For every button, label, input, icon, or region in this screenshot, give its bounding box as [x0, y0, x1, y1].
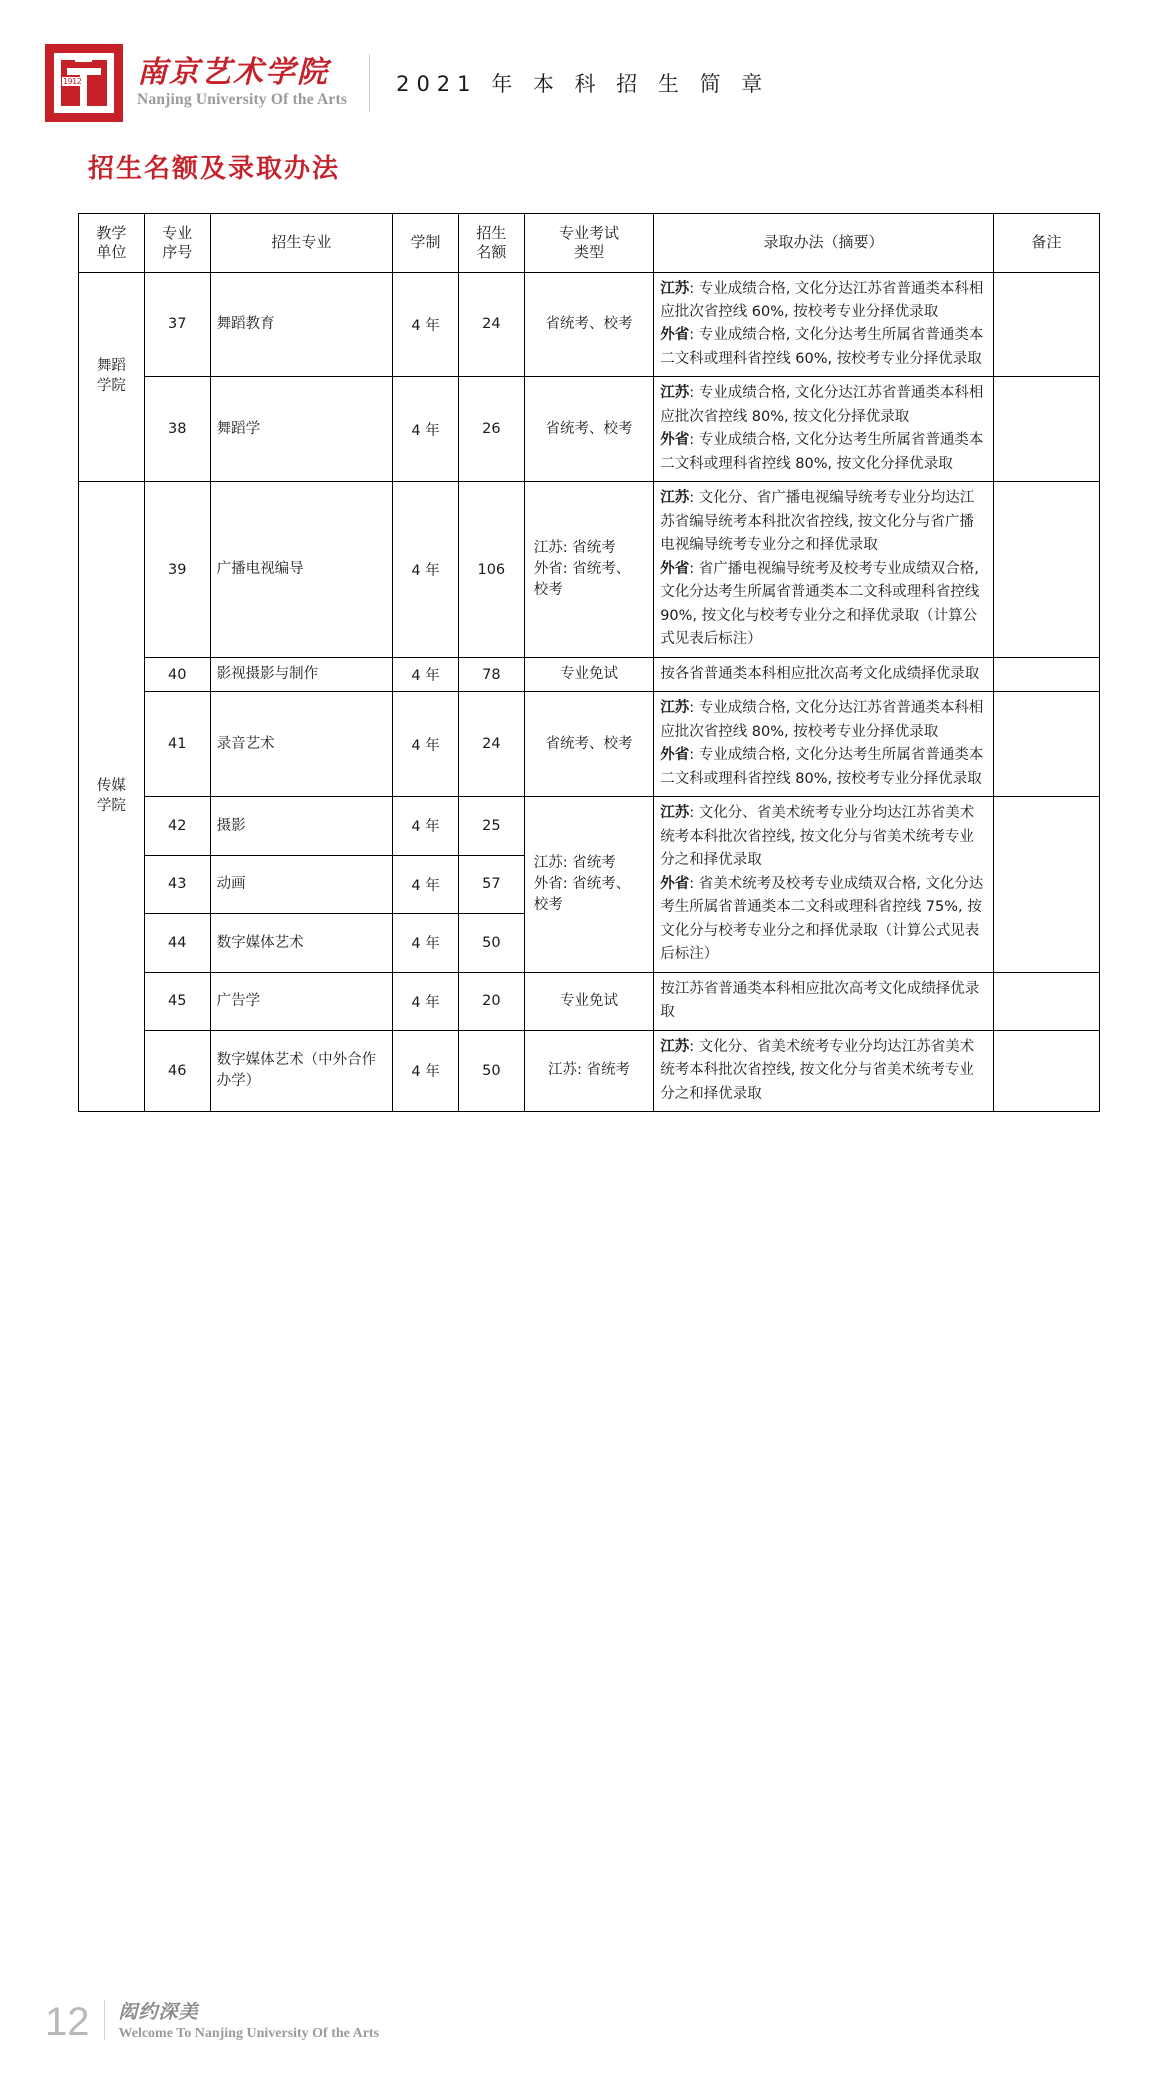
header-unit	[79, 214, 145, 273]
row-method	[654, 972, 994, 1030]
row-no: 43	[144, 855, 210, 913]
row-no: 44	[144, 914, 210, 972]
unit-dance-line1: 舞蹈	[96, 358, 126, 375]
table-row	[79, 377, 1100, 482]
page-number: 12	[45, 2000, 90, 2044]
header-quota	[458, 214, 524, 273]
row-quota: 106	[458, 482, 524, 657]
row-major: 影视摄影与制作	[210, 657, 393, 691]
unit-media-line1: 传媒	[96, 778, 126, 795]
logo-text-block	[137, 56, 347, 109]
logo-year-label: 1912	[63, 76, 82, 86]
table-row	[79, 692, 1100, 797]
row-exam-type-grouped	[524, 797, 653, 972]
row-quota: 78	[458, 657, 524, 691]
method-text-jiangsu: : 文化分、省美术统考专业分均达江苏省美术统考本科批次省控线, 按文化分与省美术统考专业分之和择优录取	[660, 1038, 975, 1102]
university-logo-icon	[45, 44, 123, 122]
table-row	[79, 482, 1100, 657]
row-years: 4 年	[393, 482, 459, 657]
row-major: 摄影	[210, 797, 393, 855]
method-text: 按江苏省普通类本科相应批次高考文化成绩择优录取	[660, 980, 980, 1021]
row-years: 4 年	[393, 972, 459, 1030]
table-header-row	[79, 214, 1100, 273]
header-major-no	[144, 214, 210, 273]
method-label-other: 外省	[660, 327, 690, 344]
row-remark	[993, 482, 1099, 657]
method-label-jiangsu: 江苏	[660, 385, 690, 402]
row-method-grouped	[654, 797, 994, 972]
section-title: 招生名额及录取办法	[88, 154, 341, 184]
row-major: 广播电视编导	[210, 482, 393, 657]
unit-cell-media	[79, 482, 145, 1112]
method-text-other: : 省广播电视编导统考及校考专业成绩双合格, 文化分达考生所属省普通类本二文科或理科省控线 90%, 按文化与校考专业分之和择优录取（计算公式见表后标注）	[660, 560, 980, 648]
method-text-jiangsu: : 专业成绩合格, 文化分达江苏省普通类本科相应批次省控线 80%, 按校考专业分择优录取	[660, 700, 984, 740]
table-body	[79, 272, 1100, 1112]
row-exam-type	[524, 482, 653, 657]
row-no: 41	[144, 692, 210, 797]
row-quota: 24	[458, 272, 524, 377]
unit-dance-line2: 学院	[96, 377, 126, 394]
exam-type-line2: 外省: 省统考、	[533, 561, 631, 578]
row-no: 46	[144, 1030, 210, 1111]
header-quota-line1: 招生	[476, 224, 507, 242]
row-years: 4 年	[393, 1030, 459, 1111]
row-years: 4 年	[393, 855, 459, 913]
admission-table-container	[78, 213, 1100, 1112]
row-remark	[993, 797, 1099, 972]
row-method	[654, 272, 994, 377]
header-quota-line2: 名额	[476, 242, 507, 261]
table-header	[79, 214, 1100, 273]
header-unit-line1: 教学	[96, 224, 127, 242]
header-no-line1: 专业	[162, 224, 193, 242]
header-remark: 备注	[993, 214, 1099, 273]
method-label-other: 外省	[660, 432, 690, 449]
table-row	[79, 657, 1100, 691]
row-exam-type: 省统考、校考	[524, 272, 653, 377]
header-major: 招生专业	[210, 214, 393, 273]
method-label-other: 外省	[660, 875, 690, 892]
header-no-line2: 序号	[162, 242, 193, 261]
row-exam-type: 省统考、校考	[524, 377, 653, 482]
row-method	[654, 1030, 994, 1111]
method-text: 按各省普通类本科相应批次高考文化成绩择优录取	[660, 665, 980, 682]
row-no: 39	[144, 482, 210, 657]
method-label-jiangsu: 江苏	[660, 280, 690, 297]
header-type-line1: 专业考试	[558, 224, 619, 242]
row-years: 4 年	[393, 692, 459, 797]
row-years: 4 年	[393, 914, 459, 972]
method-label-jiangsu: 江苏	[660, 700, 690, 717]
header-type-line2: 类型	[573, 242, 604, 261]
table-row	[79, 972, 1100, 1030]
admission-table	[78, 213, 1100, 1112]
row-major: 数字媒体艺术	[210, 914, 393, 972]
row-major: 舞蹈教育	[210, 272, 393, 377]
row-years: 4 年	[393, 797, 459, 855]
row-major: 广告学	[210, 972, 393, 1030]
row-exam-type: 江苏: 省统考	[524, 1030, 653, 1111]
table-row	[79, 272, 1100, 377]
page-header	[0, 0, 1176, 110]
method-text-jiangsu: : 专业成绩合格, 文化分达江苏省普通类本科相应批次省控线 60%, 按校考专业分择优录取	[660, 280, 984, 320]
row-major: 动画	[210, 855, 393, 913]
row-quota: 24	[458, 692, 524, 797]
exam-type-line1: 江苏: 省统考	[533, 854, 616, 871]
row-quota: 57	[458, 855, 524, 913]
exam-type-line3: 校考	[533, 896, 563, 913]
row-method	[654, 692, 994, 797]
row-years: 4 年	[393, 272, 459, 377]
method-text-other: : 专业成绩合格, 文化分达考生所属省普通类本二文科或理科省控线 80%, 按文化分择优录取	[660, 432, 984, 472]
header-method: 录取办法（摘要）	[654, 214, 994, 273]
row-method	[654, 482, 994, 657]
row-remark	[993, 692, 1099, 797]
logo-chinese-name: 南京艺术学院	[137, 55, 329, 90]
method-text-other: : 专业成绩合格, 文化分达考生所属省普通类本二文科或理科省控线 60%, 按校考专业分择优录取	[660, 327, 984, 367]
row-exam-type: 专业免试	[524, 657, 653, 691]
row-remark	[993, 272, 1099, 377]
row-remark	[993, 377, 1099, 482]
row-no: 38	[144, 377, 210, 482]
row-method	[654, 657, 994, 691]
row-remark	[993, 657, 1099, 691]
header-divider	[369, 54, 370, 112]
row-years: 4 年	[393, 657, 459, 691]
method-text-jiangsu: : 文化分、省美术统考专业分均达江苏省美术统考本科批次省控线, 按文化分与省美术统考专业分之和择优录取	[660, 805, 975, 869]
header-years: 学制	[393, 214, 459, 273]
method-label-jiangsu: 江苏	[660, 805, 690, 822]
footer-slogan-block	[119, 2002, 380, 2042]
row-quota: 50	[458, 914, 524, 972]
row-remark	[993, 1030, 1099, 1111]
footer-divider	[104, 2000, 105, 2040]
unit-media-line2: 学院	[96, 797, 126, 814]
method-text-jiangsu: : 专业成绩合格, 文化分达江苏省普通类本科相应批次省控线 80%, 按文化分择优录取	[660, 385, 984, 425]
row-remark	[993, 972, 1099, 1030]
row-no: 40	[144, 657, 210, 691]
header-exam-type	[524, 214, 653, 273]
page-title: 2021 年 本 科 招 生 简 章	[396, 71, 770, 96]
method-label-other: 外省	[660, 747, 690, 764]
row-quota: 25	[458, 797, 524, 855]
row-no: 42	[144, 797, 210, 855]
row-years: 4 年	[393, 377, 459, 482]
footer-slogan-chinese: 闳约深美	[118, 2001, 199, 2024]
exam-type-line2: 外省: 省统考、	[533, 875, 631, 892]
row-no: 37	[144, 272, 210, 377]
method-text-other: : 专业成绩合格, 文化分达考生所属省普通类本二文科或理科省控线 80%, 按校考专业分择优录取	[660, 747, 984, 787]
footer-slogan-english: Welcome To Nanjing University Of the Arts	[118, 2026, 380, 2041]
row-quota: 50	[458, 1030, 524, 1111]
row-exam-type: 省统考、校考	[524, 692, 653, 797]
method-text-other: : 省美术统考及校考专业成绩双合格, 文化分达考生所属省普通类本二文科或理科省控线 75%, 按文化分与校考专业分之和择优录取（计算公式见表后标注）	[660, 875, 984, 963]
method-label-jiangsu: 江苏	[660, 490, 690, 507]
method-text-jiangsu: : 文化分、省广播电视编导统考专业分均达江苏省编导统考本科批次省控线, 按文化分与省广播电视编导统考专业分之和择优录取	[660, 490, 975, 554]
row-major: 舞蹈学	[210, 377, 393, 482]
exam-type-line3: 校考	[533, 582, 563, 599]
row-major: 录音艺术	[210, 692, 393, 797]
row-quota: 26	[458, 377, 524, 482]
table-row	[79, 1030, 1100, 1111]
row-exam-type: 专业免试	[524, 972, 653, 1030]
row-major: 数字媒体艺术（中外合作办学）	[210, 1030, 393, 1111]
table-row	[79, 797, 1100, 855]
logo-english-name: Nanjing University Of the Arts	[137, 91, 348, 108]
row-method	[654, 377, 994, 482]
exam-type-line1: 江苏: 省统考	[533, 540, 616, 557]
header-unit-line2: 单位	[96, 242, 127, 261]
method-label-other: 外省	[660, 560, 690, 577]
row-quota: 20	[458, 972, 524, 1030]
page-footer	[0, 2000, 1176, 2042]
method-label-jiangsu: 江苏	[660, 1038, 690, 1055]
unit-cell-dance	[79, 272, 145, 482]
row-no: 45	[144, 972, 210, 1030]
